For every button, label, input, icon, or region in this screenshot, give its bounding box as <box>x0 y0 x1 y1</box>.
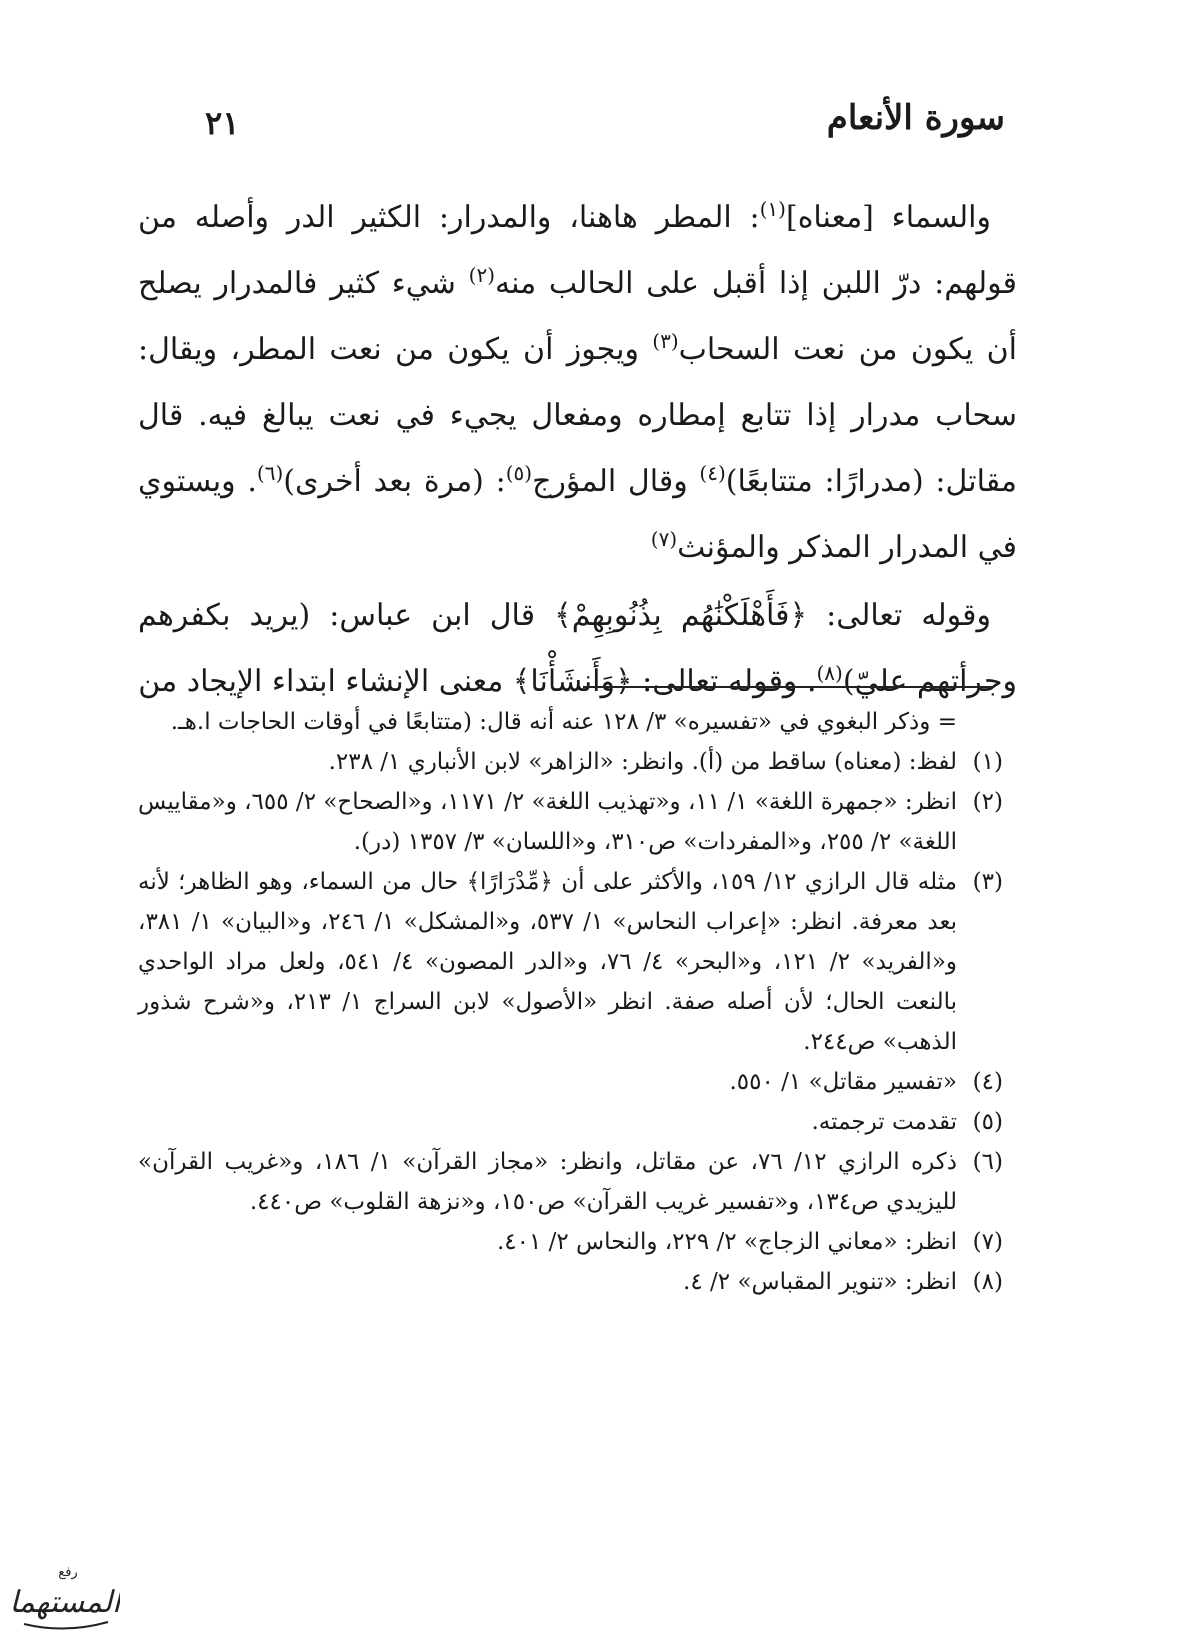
footnote-text: مثله قال الرازي ١٢/ ١٥٩، والأكثر على أن ﴿مِّدْرَارًا﴾ حال من السماء، وهو الظاهر؛ لأنه بعد معرفة. انظر: «إعراب النحاس» ١/ ٥٣٧، و«المشكل» ١/ ٢٤٦، و«البيان» ١/ ٣٨١، و«الفريد» ٢/ ١٢١، و«البحر» ٤/ ٧٦، و«الدر المصون» ٤/ ٥٤١، ولعل مراد الواحدي بالنعت الحال؛ لأن أصله صفة. انظر «الأصول» لابن السراج ١/ ٢١٣، و«شرح شذور الذهب» ص٢٤٤. <box>138 869 958 1055</box>
footnote-text: لفظ: (معناه) ساقط من (أ). وانظر: «الزاهر» لابن الأنباري ١/ ٢٣٨. <box>328 749 957 775</box>
text-run: وقال المؤرج <box>532 464 700 499</box>
footnote-ref[interactable]: (٨) <box>816 661 843 685</box>
footnote-number: (١) <box>972 749 1003 775</box>
footnote-text: ذكره الرازي ١٢/ ٧٦، عن مقاتل، وانظر: «مجاز القرآن» ١/ ١٨٦، و«غريب القرآن» لليزيدي ص١٣٤، و«تفسير غريب القرآن» ص١٥٠، و«نزهة القلوب» ص٤٤٠. <box>138 1149 957 1215</box>
footnote-item <box>138 1222 1003 1262</box>
footnote-number: (٥) <box>972 1109 1003 1135</box>
main-paragraph <box>138 583 1017 715</box>
footnote-number: (٦) <box>972 1149 1003 1175</box>
text-run: . وقوله تعالى: ﴿وَأَنشَأْنَا﴾ معنى الإنشاء ابتداء الإيجاد من <box>138 664 817 699</box>
text-run: وقوله تعالى: ﴿فَأَهْلَكْنَٰهُم بِذُنُوبِهِمْ﴾ قال ابن عباس: (يريد بكفرهم وجرأتهم عليّ) <box>138 598 1017 699</box>
logo-flourish <box>24 1622 108 1629</box>
footnote-ref[interactable]: (٧) <box>650 527 678 551</box>
footnote-text: انظر: «تنوير المقباس» ٢/ ٤. <box>683 1269 957 1295</box>
footnote-item <box>138 1142 1003 1222</box>
text-run: : (مرة بعد أخرى) <box>283 464 506 499</box>
main-text <box>138 185 1017 715</box>
footnote-item <box>138 1062 1003 1102</box>
text-run: : المطر هاهنا، والمدرار: الكثير الدر وأصله من قولهم: درّ اللبن إذا أقبل على الحالب منه <box>138 200 1017 301</box>
footnote-text: انظر: «جمهرة اللغة» ١/ ١١، و«تهذيب اللغة» ٢/ ١١٧١، و«الصحاح» ٢/ ٦٥٥، و«مقاييس اللغة» ٢/ ٢٥٥، و«المفردات» ص٣١٠، و«اللسان» ٣/ ١٣٥٧ (در). <box>138 789 958 855</box>
main-paragraph <box>138 185 1017 581</box>
footnote-item <box>138 742 1003 782</box>
footnote-ref[interactable]: (٦) <box>256 461 284 485</box>
footnote-text: تقدمت ترجمته. <box>811 1109 957 1135</box>
footnote-number: (٤) <box>972 1069 1003 1095</box>
footnote-number: (٢) <box>972 789 1003 815</box>
text-run: . ويستوي في المدرار المذكر والمؤنث <box>138 464 1017 565</box>
surah-title: سورة الأنعام <box>826 98 1005 138</box>
running-head <box>205 98 1005 158</box>
publisher-logo <box>10 1560 120 1640</box>
logo-caption: رفع <box>58 1565 78 1580</box>
page-number: ٢١ <box>205 104 240 142</box>
footnote-ref[interactable]: (٣) <box>652 329 679 353</box>
footnote-continuation: = وذكر البغوي في «تفسيره» ٣/ ١٢٨ عنه أنه قال: (متتابعًا في أوقات الحاجات ا.هـ. <box>170 709 957 735</box>
footnote-ref[interactable]: (١) <box>759 197 786 221</box>
footnote-text: انظر: «معاني الزجاج» ٢/ ٢٢٩، والنحاس ٢/ ٤٠١. <box>496 1229 957 1255</box>
text-run: شيء كثير فالمدرار يصلح أن يكون من نعت السحاب <box>138 266 1017 367</box>
footnote-item <box>138 1102 1003 1142</box>
footnote-divider <box>583 686 993 688</box>
footnote-ref[interactable]: (٤) <box>699 461 726 485</box>
footnote-ref[interactable]: (٥) <box>505 461 533 485</box>
footnote-item <box>138 1262 1003 1302</box>
footnote-item <box>138 862 1003 1062</box>
text-run: ويجوز أن يكون من نعت المطر، ويقال: سحاب مدرار إذا تتابع إمطاره ومفعال يجيء في نعت يبالغ فيه. قال مقاتل: (مدرارًا: متتابعًا) <box>138 332 1017 499</box>
text-run: والسماء [معناه] <box>785 200 991 235</box>
footnote-text: «تفسير مقاتل» ١/ ٥٥٠. <box>729 1069 957 1095</box>
footnote-ref[interactable]: (٢) <box>468 263 496 287</box>
footnote-number: (٧) <box>972 1229 1003 1255</box>
logo-wordmark: المستهما <box>10 1585 120 1620</box>
footnote-item <box>138 782 1003 862</box>
footnote-number: (٨) <box>972 1269 1003 1295</box>
footnote-number: (٣) <box>972 869 1003 895</box>
footnotes <box>138 702 1003 1302</box>
